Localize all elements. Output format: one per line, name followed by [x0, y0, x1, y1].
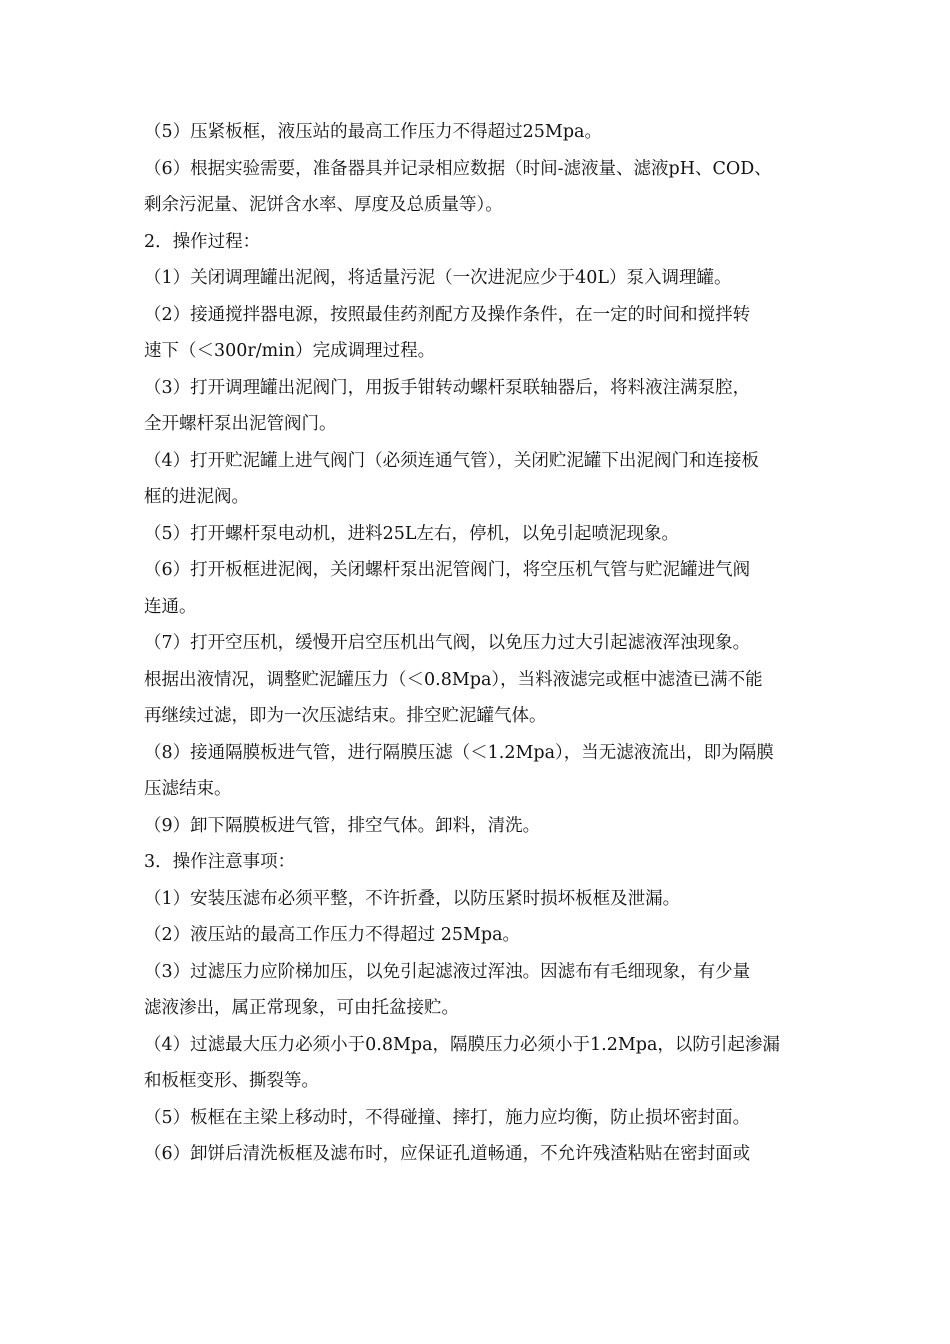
- text-line: （4）打开贮泥罐上进气阀门（必须连通气管），关闭贮泥罐下出泥阀门和连接板: [144, 450, 759, 471]
- text-line: （6）卸饼后清洗板框及滤布时，应保证孔道畅通，不允许残渣粘贴在密封面或: [144, 1144, 751, 1164]
- text-line: 连通。: [144, 596, 197, 617]
- text-line: （8）接通隔膜板进气管，进行隔膜压滤（＜1.2Mpa），当无滤液流出，即为隔膜: [144, 742, 774, 763]
- text-line: （6）打开板框进泥阀，关闭螺杆泵出泥管阀门，将空压机气管与贮泥罐进气阀: [144, 560, 751, 580]
- text-line: （1）关闭调理罐出泥阀，将适量污泥（一次进泥应少于40L）泵入调理罐。: [144, 268, 732, 288]
- text-line: （5）打开螺杆泵电动机，进料25L左右，停机，以免引起喷泥现象。: [144, 523, 680, 544]
- section-heading: 3．操作注意事项：: [144, 852, 296, 872]
- text-line: 根据出液情况，调整贮泥罐压力（＜0.8Mpa），当料液滤完或框中滤渣已满不能: [144, 669, 763, 690]
- text-line: 压滤结束。: [144, 779, 232, 799]
- section-heading: 2．操作过程：: [144, 231, 261, 252]
- text-line: （3）过滤压力应阶梯加压，以免引起滤液过浑浊。因滤布有毛细现象，有少量: [144, 961, 751, 982]
- text-line: （2）液压站的最高工作压力不得超过 25Mpa。: [144, 925, 521, 945]
- text-line: （1）安装压滤布必须平整，不许折叠，以防压紧时损坏板框及泄漏。: [144, 888, 681, 909]
- text-line: （2）接通搅拌器电源，按照最佳药剂配方及操作条件，在一定的时间和搅拌转: [144, 304, 751, 325]
- text-line: （5）板框在主梁上移动时，不得碰撞、摔打，施力应均衡，防止损坏密封面。: [144, 1107, 751, 1128]
- text-line: 和板框变形、撕裂等。: [144, 1071, 319, 1091]
- text-line: （7）打开空压机，缓慢开启空压机出气阀，以免压力过大引起滤液浑浊现象。: [144, 633, 751, 653]
- text-line: 框的进泥阀。: [144, 487, 249, 507]
- text-line: （5）压紧板框，液压站的最高工作压力不得超过25Mpa。: [144, 122, 602, 142]
- text-line: 速下（＜300r/min）完成调理过程。: [144, 341, 436, 361]
- text-line: （4）过滤最大压力必须小于0.8Mpa，隔膜压力必须小于1.2Mpa，以防引起渗漏: [144, 1034, 780, 1055]
- text-line: 滤液渗出，属正常现象，可由托盆接贮。: [144, 998, 459, 1018]
- text-line: （9）卸下隔膜板进气管，排空气体。卸料，清洗。: [144, 815, 541, 836]
- document-body: [144, 117, 808, 1176]
- text-line: （6）根据实验需要，准备器具并记录相应数据（时间-滤液量、滤液pH、COD、: [144, 158, 772, 179]
- text-line: （3）打开调理罐出泥阀门，用扳手钳转动螺杆泵联轴器后，将料液注满泵腔，: [144, 377, 751, 398]
- text-line: 全开螺杆泵出泥管阀门。: [144, 414, 337, 434]
- text-line: 再继续过滤，即为一次压滤结束。排空贮泥罐气体。: [144, 706, 547, 726]
- text-line: 剩余污泥量、泥饼含水率、厚度及总质量等）。: [144, 195, 503, 215]
